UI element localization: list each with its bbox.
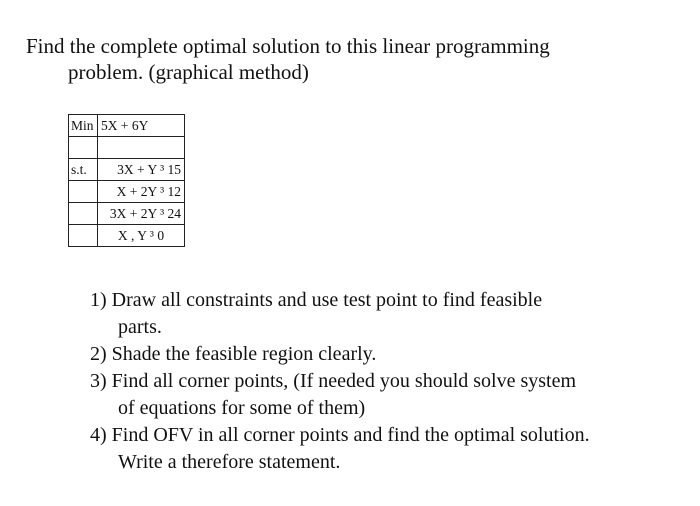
instruction-4-line-2: Write a therefore statement.: [118, 451, 341, 473]
instruction-item-1: [90, 287, 690, 341]
constraint-1-cell: 3X + Y ³ 15: [98, 159, 185, 181]
constraint-3-cell: 3X + 2Y ³ 24: [98, 203, 185, 225]
instruction-4-line-1: 4) Find OFV in all corner points and find the optimal solution.: [90, 424, 590, 446]
blank-cell: [98, 137, 185, 159]
nonnegativity-cell: X , Y ³ 0: [98, 225, 185, 247]
instruction-item-3: [90, 368, 690, 422]
instruction-2-line-1: 2) Shade the feasible region clearly.: [90, 343, 377, 365]
instruction-3-line-1: 3) Find all corner points, (If needed you should solve system: [90, 370, 577, 392]
table-row-constraint-3: [69, 203, 185, 225]
blank-cell: [69, 181, 98, 203]
blank-cell: [69, 225, 98, 247]
instruction-list: [90, 287, 690, 476]
objective-function-cell: 5X + 6Y: [98, 115, 185, 137]
problem-line-2: problem. (graphical method): [68, 60, 309, 84]
instruction-1-line-2: parts.: [118, 316, 162, 338]
instruction-1-line-1: 1) Draw all constraints and use test point to find feasible: [90, 289, 543, 311]
table-row-constraint-2: [69, 181, 185, 203]
table-row-objective: [69, 115, 185, 137]
objective-label-cell: Min: [69, 115, 98, 137]
st-label-cell: s.t.: [69, 159, 98, 181]
constraint-2-cell: X + 2Y ³ 12: [98, 181, 185, 203]
problem-statement: [26, 33, 666, 85]
table-row-constraint-1: [69, 159, 185, 181]
table-row-blank: [69, 137, 185, 159]
instruction-item-2: [90, 341, 690, 368]
blank-cell: [69, 203, 98, 225]
blank-cell: [69, 137, 98, 159]
lp-model-table: [68, 114, 185, 247]
instruction-3-line-2: of equations for some of them): [118, 397, 366, 419]
problem-line-1: Find the complete optimal solution to this linear programming: [26, 34, 550, 58]
table-row-nonnegativity: [69, 225, 185, 247]
instruction-item-4: [90, 422, 690, 476]
